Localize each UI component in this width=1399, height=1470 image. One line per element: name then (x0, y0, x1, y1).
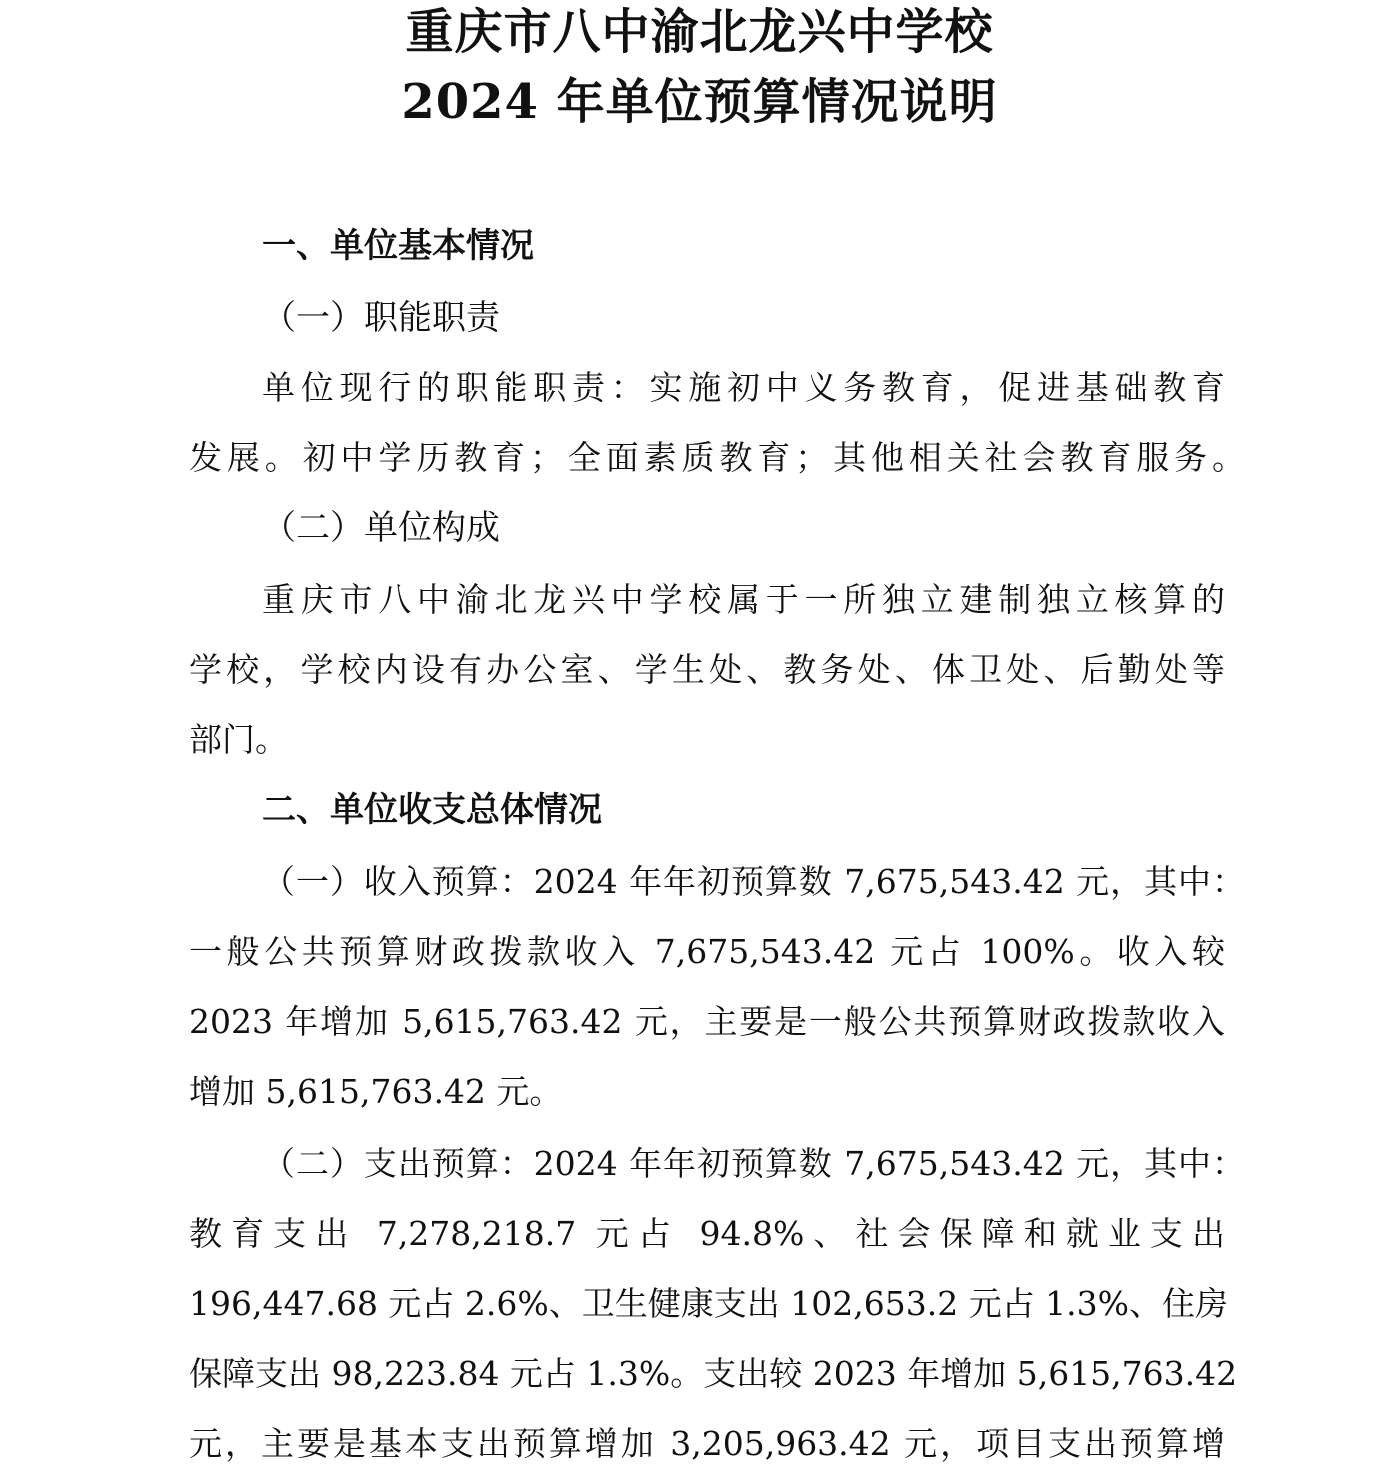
paragraph-line: （二）支出预算：2024 年年初预算数 7,675,543.42 元，其中： (262, 1144, 1245, 1183)
section1-heading: 一、单位基本情况 (262, 226, 534, 266)
section2-heading: 二、单位收支总体情况 (262, 790, 602, 830)
paragraph-line: 教育支出 7,278,218.7 元占 94.8%、社会保障和就业支出 (189, 1214, 1225, 1253)
paragraph-line: 单位现行的职能职责：实施初中义务教育，促进基础教育 (262, 368, 1225, 407)
document-title-line1: 重庆市八中渝北龙兴中学校 (405, 4, 994, 60)
paragraph-line: 部门。 (189, 720, 288, 759)
section1-sub2-heading: （二）单位构成 (262, 508, 500, 548)
paragraph-line: 2023 年增加 5,615,763.42 元，主要是一般公共预算财政拨款收入 (189, 1002, 1225, 1041)
paragraph-line: （一）收入预算：2024 年年初预算数 7,675,543.42 元，其中： (262, 862, 1245, 901)
paragraph-line: 保障支出 98,223.84 元占 1.3%。支出较 2023 年增加 5,615,763.42 (189, 1354, 1238, 1393)
paragraph-line: 增加 5,615,763.42 元。 (189, 1072, 563, 1111)
paragraph-line: 发展。初中学历教育；全面素质教育；其他相关社会教育服务。 (189, 438, 1245, 477)
document-title-line2: 2024 年单位预算情况说明 (401, 74, 998, 130)
paragraph-line: 元，主要是基本支出预算增加 3,205,963.42 元，项目支出预算增 (189, 1424, 1225, 1463)
paragraph-line: 196,447.68 元占 2.6%、卫生健康支出 102,653.2 元占 1.3%、住房 (189, 1284, 1229, 1323)
paragraph-line: 重庆市八中渝北龙兴中学校属于一所独立建制独立核算的 (262, 580, 1225, 619)
paragraph-line: 一般公共预算财政拨款收入 7,675,543.42 元占 100%。收入较 (189, 932, 1225, 971)
section1-sub1-heading: （一）职能职责 (262, 298, 500, 338)
paragraph-line: 学校，学校内设有办公室、学生处、教务处、体卫处、后勤处等 (189, 650, 1225, 689)
